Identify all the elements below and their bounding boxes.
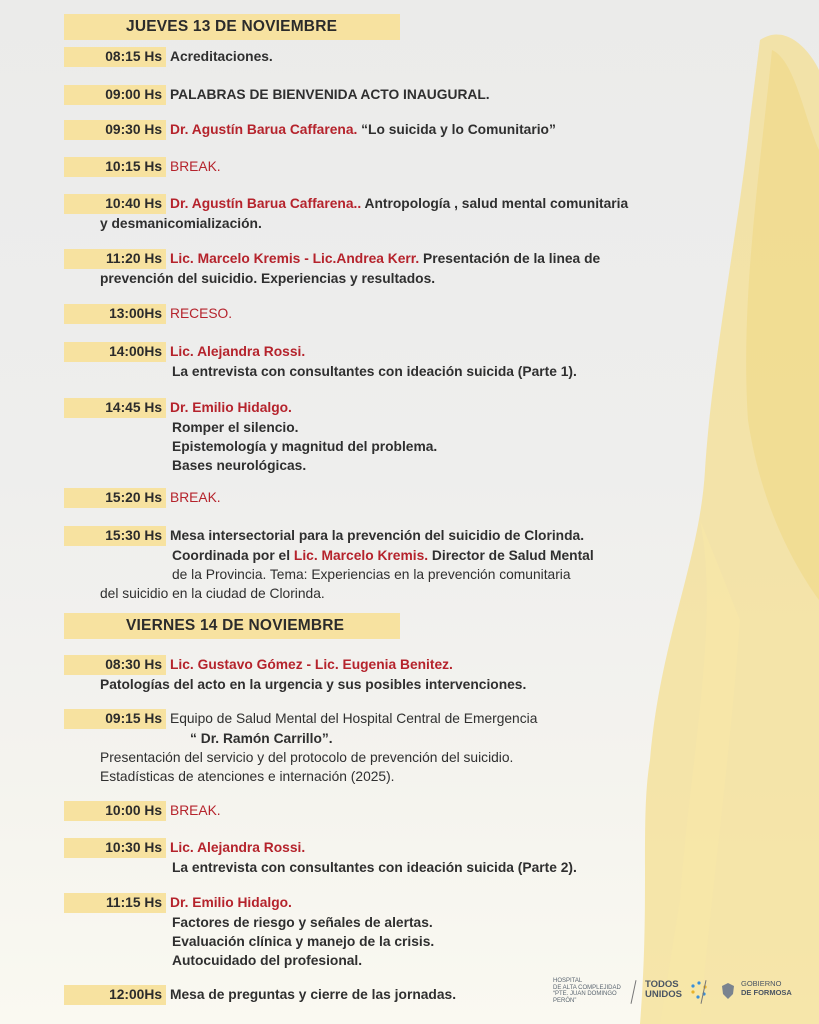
- schedule-item: [64, 526, 594, 603]
- schedule-item: [64, 709, 537, 786]
- time-badge: 09:15 Hs: [64, 709, 166, 729]
- footer-logos: [553, 978, 793, 1008]
- hospital-logo-line: “PTE. JUAN DOMINGO PERÓN”: [553, 991, 617, 1004]
- time-badge: 15:20 Hs: [64, 488, 166, 508]
- schedule-item: [64, 249, 600, 288]
- item-detail-line: Factores de riesgo y señales de alertas.: [172, 915, 433, 930]
- time-badge: 10:15 Hs: [64, 157, 166, 177]
- time-badge: 08:30 Hs: [64, 655, 166, 675]
- item-text: BREAK.: [170, 490, 221, 505]
- speaker-name: Lic. Alejandra Rossi.: [170, 840, 306, 855]
- item-detail-line: del suicidio en la ciudad de Clorinda.: [100, 586, 325, 601]
- item-detail-line: La entrevista con consultantes con ideación suicida (Parte 2).: [172, 860, 577, 875]
- speaker-name: Dr. Emilio Hidalgo.: [170, 895, 292, 910]
- time-badge: 08:15 Hs: [64, 47, 166, 67]
- shield-icon: [721, 982, 735, 1000]
- todos-unidos-logo: [645, 980, 682, 1000]
- speaker-name: Lic. Gustavo Gómez - Lic. Eugenia Benitez.: [170, 657, 453, 672]
- time-badge: 15:30 Hs: [64, 526, 166, 546]
- item-detail-line: La entrevista con consultantes con ideación suicida (Parte 1).: [172, 364, 577, 379]
- item-detail-line: Romper el silencio.: [172, 420, 299, 435]
- gobierno-logo-line: DE FORMOSA: [741, 987, 792, 997]
- day-header: VIERNES 14 DE NOVIEMBRE: [64, 613, 400, 639]
- sparkle-icon: [689, 980, 709, 1000]
- time-badge: 10:00 Hs: [64, 801, 166, 821]
- schedule-item: [64, 655, 526, 694]
- hospital-logo-line: HOSPITAL: [553, 978, 583, 984]
- schedule-item: [64, 838, 577, 877]
- item-detail-line: Epistemología y magnitud del problema.: [172, 439, 438, 454]
- item-detail-line: de la Provincia. Tema: Experiencias en la prevención comunitaria: [172, 567, 571, 582]
- item-detail-line: Estadísticas de atenciones e internación (2025).: [100, 769, 395, 784]
- schedule-item: [64, 342, 577, 381]
- item-detail-line: Autocuidado del profesional.: [172, 953, 363, 968]
- todos-unidos-line: TODOS: [645, 979, 679, 990]
- hospital-logo: [553, 978, 633, 1004]
- item-text: Mesa intersectorial para la prevención del suicidio de Clorinda.: [170, 528, 585, 543]
- todos-unidos-line: UNIDOS: [645, 989, 682, 1000]
- time-badge: 11:20 Hs: [64, 249, 166, 269]
- item-text: Mesa de preguntas y cierre de las jornadas.: [170, 987, 457, 1002]
- item-text: BREAK.: [170, 159, 221, 174]
- schedule-item: [64, 488, 221, 508]
- item-text: Coordinada por el: [172, 548, 294, 563]
- item-text: BREAK.: [170, 803, 221, 818]
- item-detail-line: [172, 546, 594, 565]
- time-badge: 13:00Hs: [64, 304, 166, 324]
- item-detail-line: Bases neurológicas.: [172, 458, 307, 473]
- schedule-item: [64, 194, 628, 233]
- item-text: PALABRAS DE BIENVENIDA ACTO INAUGURAL.: [170, 87, 490, 102]
- speaker-name: Dr. Agustín Barua Caffarena.: [170, 122, 358, 137]
- schedule-item: [64, 893, 434, 970]
- item-text: Equipo de Salud Mental del Hospital Central de Emergencia: [170, 711, 538, 726]
- schedule-item: [64, 801, 221, 821]
- gobierno-logo: [741, 980, 792, 997]
- speaker-name: Dr. Agustín Barua Caffarena..: [170, 196, 362, 211]
- item-detail-line: Evaluación clínica y manejo de la crisis.: [172, 934, 435, 949]
- item-text: “Lo suicida y lo Comunitario”: [357, 122, 556, 137]
- time-badge: 10:30 Hs: [64, 838, 166, 858]
- item-text: Antropología , salud mental comunitaria: [361, 196, 629, 211]
- schedule-item: [64, 398, 437, 475]
- schedule-item: [64, 120, 556, 140]
- schedule-item: [64, 47, 273, 67]
- time-badge: 09:30 Hs: [64, 120, 166, 140]
- item-text: Director de Salud Mental: [428, 548, 594, 563]
- time-badge: 14:00Hs: [64, 342, 166, 362]
- speaker-name: Lic. Alejandra Rossi.: [170, 344, 306, 359]
- schedule-item: [64, 157, 221, 177]
- speaker-name: Lic. Marcelo Kremis.: [293, 548, 429, 563]
- item-text: Acreditaciones.: [170, 49, 273, 64]
- item-text: RECESO.: [170, 306, 233, 321]
- time-badge: 12:00Hs: [64, 985, 166, 1005]
- schedule-item: [64, 85, 490, 105]
- time-badge: 14:45 Hs: [64, 398, 166, 418]
- item-detail-line: Patologías del acto en la urgencia y sus posibles intervenciones.: [100, 677, 527, 692]
- time-badge: 09:00 Hs: [64, 85, 166, 105]
- item-detail-line: “ Dr. Ramón Carrillo”.: [190, 731, 333, 746]
- schedule-item: [64, 304, 232, 324]
- day-header: JUEVES 13 DE NOVIEMBRE: [64, 14, 400, 40]
- gobierno-logo-line: GOBIERNO: [741, 979, 782, 988]
- item-detail-line: prevención del suicidio. Experiencias y resultados.: [100, 271, 436, 286]
- item-text: Presentación de la linea de: [419, 251, 601, 266]
- speaker-name: Dr. Emilio Hidalgo.: [170, 400, 292, 415]
- time-badge: 10:40 Hs: [64, 194, 166, 214]
- schedule-item: [64, 985, 456, 1005]
- item-detail-line: y desmanicomialización.: [100, 216, 262, 231]
- hospital-logo-line: DE ALTA COMPLEJIDAD: [553, 984, 621, 991]
- time-badge: 11:15 Hs: [64, 893, 166, 913]
- speaker-name: Lic. Marcelo Kremis - Lic.Andrea Kerr.: [170, 251, 420, 266]
- item-detail-line: Presentación del servicio y del protocolo de prevención del suicidio.: [100, 750, 514, 765]
